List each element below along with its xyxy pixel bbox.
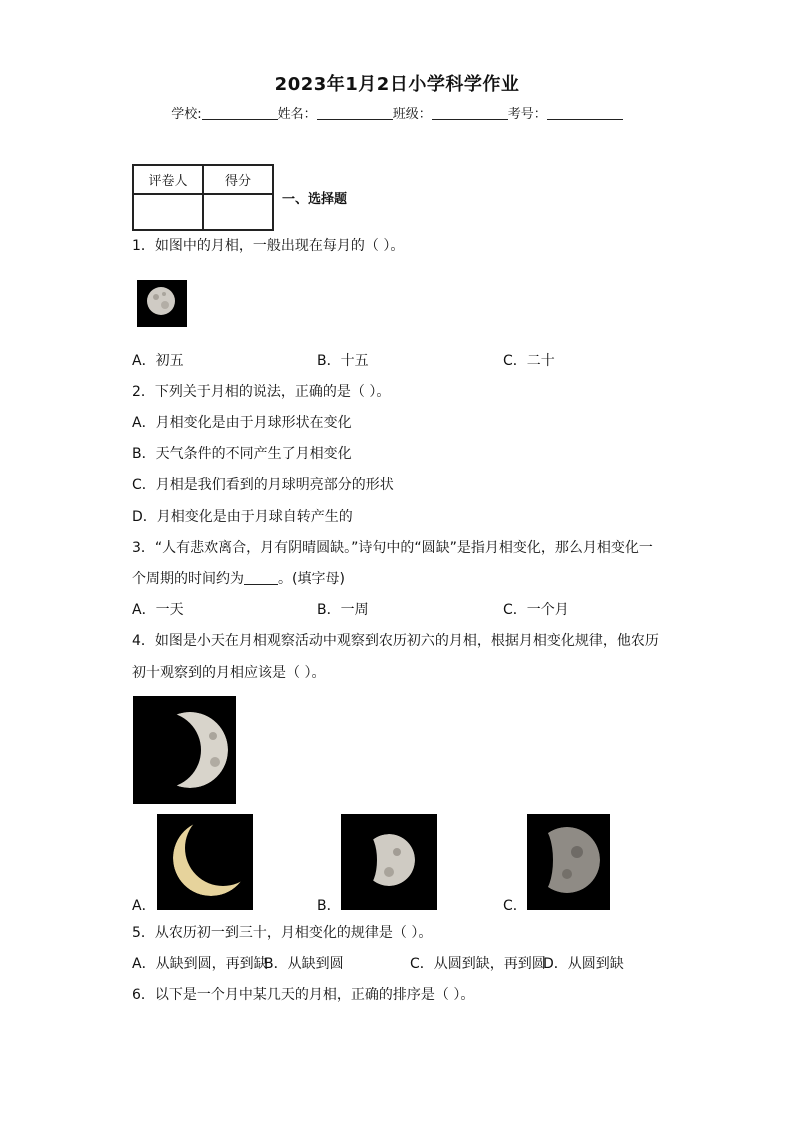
q3-option-c[interactable]: C．一个月 [503,602,569,618]
q4-option-b[interactable]: B． [317,898,341,914]
question-5-text: 5．从农历初一到三十，月相变化的规律是（ ）。 [132,925,433,941]
q2-option-c[interactable]: C．月相是我们看到的月球明亮部分的形状 [132,477,394,493]
q5-option-d[interactable]: D．从圆到缺 [543,956,624,972]
q3-line2-prefix: 个周期的时间约为 [132,571,244,587]
class-blank[interactable] [432,107,508,120]
question-4-text-line2: 初十观察到的月相应该是（ ）。 [132,665,326,681]
q2-option-b[interactable]: B．天气条件的不同产生了月相变化 [132,446,352,462]
q1-option-c[interactable]: C．二十 [503,353,555,369]
school-label: 学校: [171,107,202,122]
q3-option-a[interactable]: A．一天 [132,602,184,618]
q2-option-a[interactable]: A．月相变化是由于月球形状在变化 [132,415,352,431]
question-3-text-line2 [132,569,345,589]
q1-option-a[interactable]: A．初五 [132,353,184,369]
question-2-text: 2．下列关于月相的说法，正确的是（ ）。 [132,384,391,400]
q3-option-b[interactable]: B．一周 [317,602,369,618]
full-moon-photo [137,280,187,327]
section-title: 一、选择题 [282,192,348,207]
grader-cell[interactable] [133,194,203,230]
question-3-text-line1: 3．“人有悲欢离合，月有阴晴圆缺。”诗句中的“圆缺”是指月相变化，那么月相变化一 [132,540,653,556]
q5-option-a[interactable]: A．从缺到圆，再到缺 [132,956,268,972]
question-1-text: 1．如图中的月相，一般出现在每月的（ ）。 [132,238,405,254]
score-cell[interactable] [203,194,273,230]
q3-answer-blank[interactable] [244,572,278,585]
exam-no-label: 考号： [507,107,547,122]
school-blank[interactable] [202,107,278,120]
gibbous-moon-photo-b[interactable] [341,814,437,910]
waxing-crescent-photo[interactable] [157,814,253,910]
question-6-text: 6．以下是一个月中某几天的月相，正确的排序是（ ）。 [132,987,475,1003]
q5-option-b[interactable]: B．从缺到圆 [264,956,344,972]
question-4-text-line1: 4．如图是小天在月相观察活动中观察到农历初六的月相，根据月相变化规律，他农历 [132,633,659,649]
name-blank[interactable] [317,107,393,120]
name-label: 姓名： [277,107,317,122]
q3-line2-suffix: 。(填字母) [278,571,345,587]
page-title: 2023年1月2日小学科学作业 [274,74,520,95]
class-label: 班级： [392,107,432,122]
score-table [132,164,274,231]
grader-header: 评卷人 [133,165,203,194]
q4-option-a[interactable]: A． [132,898,156,914]
q2-option-d[interactable]: D．月相变化是由于月球自转产生的 [132,509,353,525]
q1-option-b[interactable]: B．十五 [317,353,369,369]
q4-option-c[interactable]: C． [503,898,527,914]
crescent-moon-photo [133,696,236,804]
score-header: 得分 [203,165,273,194]
gibbous-moon-photo-c[interactable] [527,814,610,910]
student-info-line [0,103,794,122]
exam-no-blank[interactable] [547,107,623,120]
q5-option-c[interactable]: C．从圆到缺，再到圆 [410,956,546,972]
